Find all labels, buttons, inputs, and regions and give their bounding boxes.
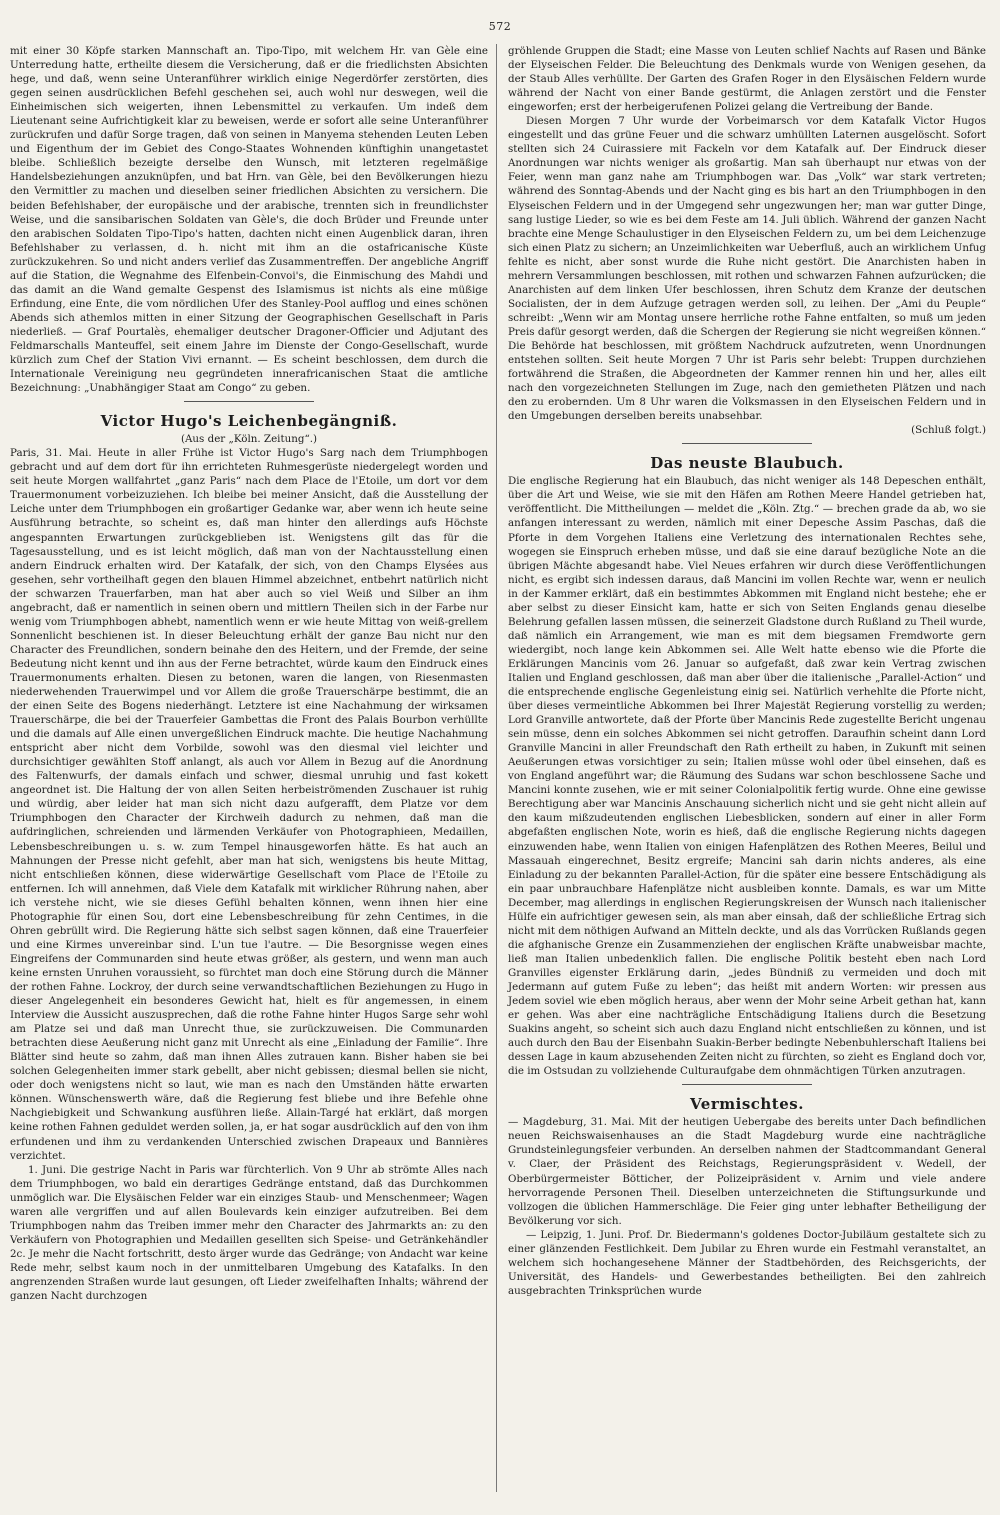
misc-heading: Vermischtes. [690, 1095, 804, 1114]
hugo-continuation-paragraph: Diesen Morgen 7 Uhr wurde der Vorbeimarsch vor dem Katafalk Victor Hugos eingestellt und das grüne Feuer und die schwarz umhüllten Laternen ausgelöscht. Sofort stellten sich 24 Cuirassiere mit Fackeln vor dem Katafalk auf. Der Eindruck dieser Anordnungen war nichts weniger als großartig. Man sah überhaupt nur etwas von der Feier, wenn man ganz nahe am Triumphbogen war. Das „Volk“ war stark vertreten; während des Sonntag-Abends und der Nacht ging es bis hart an den Triumphbogen in den Elyseischen Feldern und in der Umgegend sehr ungezwungen her; man war gutter Dinge, sang lustige Lieder, so wie es bei dem Feste am 14. Juli üblich. Während der ganzen Nacht brachte eine Menge Schaulustiger in den Elyseischen Feldern zu, um bei dem Leichenzuge sich einen Platz zu sichern; an Unzeimlichkeiten war Ueberfluß, auch an wirklichem Unfug fehlte es nicht, aber sonst wurde die Ruhe nicht gestört. Die Anarchisten haben in mehrern Versammlungen beschlossen, mit rothen und schwarzen Fahnen aufzurücken; die Anarchisten auf dem linken Ufer beschlossen, ihren Schutz dem Kranze der deutschen Socialisten, der in dem Aufzuge getragen werden soll, zu leihen. Der „Ami du Peuple“ schreibt: „Wenn wir am Montag unsere herrliche rothe Fahne entfalten, so muß um jeden Preis dafür gesorgt werden, daß die Schergen der Regierung sie nicht wegreißen können.“ Die Behörde hat beschlossen, mit größtem Nachdruck aufzutreten, wenn Unordnungen entstehen sollten. Seit heute Morgen 7 Uhr ist Paris sehr belebt: Truppen durchziehen fortwährend die Straßen, die Abgeordneten der Kammer rennen hin und her, alles eilt nach den vorgezeichneten Stellungen im Zuge, nach den gemietheten Plätzen und nach den zu erobernden. Um 8 Uhr waren die Volksmassen in den Elyseischen Feldern und in den Umgebungen derselben bereits unabsehbar. [508, 115, 986, 423]
congo-article-paragraph: mit einer 30 Köpfe starken Mannschaft an. Tipo-Tipo, mit welchem Hr. van Gèle eine Unterredung hatte, ertheilte diesem die Versicherung, daß er die friedlichsten Absichten hege, und daß, wenn seine Unteranführer wirklich einige Negerdörfer zerstörten, dies gegen seinen ausdrücklichen Befehl geschehen sei, auch wohl nur deswegen, weil die Einheimischen sich weigerten, ihnen Lebensmittel zu verkaufen. Um indeß dem Lieutenant seine Aufrichtigkeit klar zu beweisen, werde er sofort alle seine Unteranführer zurückrufen und dafür Sorge tragen, daß von seinen in Manyema stehenden Leuten Leben und Eigenthum der im Gebiet des Congo-Staates Wohnenden künftighin unangetastet bleibe. Schließlich bezeigte derselbe den Wunsch, mit letzteren regelmäßige Handelsbeziehungen anzuknüpfen, und bat Hrn. van Gèle, bei den Bevölkerungen hiezu den Vermittler zu machen und dieselben seiner friedlichen Absichten zu versichern. Die beiden Befehlshaber, der europäische und der arabische, trennten sich in freundlichster Weise, und die sansibarischen Soldaten van Gèle's, die doch Brüder und Freunde unter den arabischen Soldaten Tipo-Tipo's hatten, dachten nicht einen Augenblick daran, ihren Befehlshaber zu verlassen, d. h. nicht mit ihm an die ostafricanische Küste zurückzukehren. So und nicht anders verlief das Zusammentreffen. Der angebliche Angriff auf die Station, die Wegnahme des Elfenbein-Convoi's, die Einmischung des Mahdi und das damit an die Wand gemalte Gespenst des Islamismus ist nichts als eine müßige Erfindung, eine Ente, die vom nördlichen Ufer des Stanley-Pool aufflog und eines schönen Abends sich athemlos mitten in einer Sitzung der Geographischen Gesellschaft in Paris niederließ. — Graf Pourtalès, ehemaliger deutscher Dragoner-Officier und Adjutant des Feldmarschalls Manteuffel, seit einem Jahre im Dienste der Congo-Gesellschaft, wurde kürzlich zum Chef der Station Vivi ernannt. — Es scheint beschlossen, dem durch die Internationale Vereinigung neu gegründeten innerafricanischen Staat die amtliche Bezeichnung: „Unabhängiger Staat am Congo“ zu geben. [10, 45, 488, 395]
page-number: 572 [488, 20, 512, 33]
hugo-article-source: (Aus der „Köln. Zeitung“.) [180, 433, 318, 446]
hugo-article-paragraph: Paris, 31. Mai. Heute in aller Frühe ist Victor Hugo's Sarg nach dem Triumphbogen gebracht und auf dem dort für ihn errichteten Ruhmesgerüste niedergelegt worden und seit heute Morgen wallfahrtet „ganz Paris“ nach dem Place de l'Etoile, um dort vor dem Trauermonument vorbeizuziehen. Ich bleibe bei meiner Ansicht, daß die Ausstellung der Leiche unter dem Triumphbogen ein großartiger Gedanke war, aber wenn ich heute seine Ausführung betrachte, so scheint es, daß man hinter den allerdings aufs Höchste angespannten Erwartungen zurückgeblieben ist. Wenigstens gilt das für die Tagesausstellung, und es ist leicht möglich, daß man von der Nachtausstellung einen andern Eindruck erhalten wird. Der Katafalk, der sich, von den Champs Elysées aus gesehen, sehr vortheilhaft gegen den blauen Himmel abzeichnet, entbehrt natürlich nicht der schwarzen Trauerfarben, man hat aber auch so viel Weiß und Silber an ihm angebracht, daß er namentlich in seinen obern und mittlern Theilen sich in der Farbe nur wenig vom Triumphbogen abhebt, namentlich wenn er wie heute Mittag von weiß-grellem Sonnenlicht beschienen ist. In dieser Beleuchtung erhält der ganze Bau nicht nur den Character des Freundlichen, sondern beinahe den des Heitern, und der Fremde, der seine Bedeutung nicht kennt und ihn aus der Ferne betrachtet, würde kaum den Eindruck eines Trauermonuments erhalten. Diesen zu betonen, waren die langen, von Riesenmasten niederwehenden Trauerwimpel und vor Allem die große Trauerschärpe bestimmt, die an der einen Seite des Bogens niederhängt. Letztere ist eine Nachahmung der wirksamen Trauerschärpe, die bei der Trauerfeier Gambettas die Front des Palais Bourbon verhüllte und die damals auf Alle einen unvergeßlichen Eindruck machte. Die heutige Nachahmung entspricht aber nicht dem Vorbilde, sowohl was den diesmal viel leichter und durchsichtiger gewählten Stoff anlangt, als auch vor Allem in Bezug auf die Anordnung des Faltenwurfs, der damals einfach und schwer, diesmal unruhig und fast kokett angeordnet ist. Die Haltung der von allen Seiten herbeiströmenden Zuschauer ist ruhig und würdig, aber leider hat man sich nicht dazu aufgerafft, dem Platze vor dem Triumphbogen den Character der Kirchweih dadurch zu nehmen, daß man die aufdringlichen, schreienden und lärmenden Verkäufer von Photographieen, Medaillen, Lebensbeschreibungen u. s. w. zum Tempel hinausgeworfen hätte. Es hat auch an Mahnungen der Presse nicht gefehlt, aber man hat sich, wenigstens bis heute Mittag, nicht entschließen können, diese widerwärtige Gesellschaft vom Place de l'Etoile zu entfernen. Ich will annehmen, daß Viele dem Katafalk mit wirklicher Rührung nahen, aber ich verstehe nicht, wie sie dieses Gefühl behalten können, wenn ihnen hier eine Photographie für einen Sou, dort eine Lebensbeschreibung für zehn Centimes, in die Ohren gebrüllt wird. Die Regierung hätte sich selbst sagen können, daß eine Trauerfeier und eine Kirmes unvereinbar sind. L'un tue l'autre. — Die Besorgnisse wegen eines Eingreifens der Communarden sind heute etwas größer, als gestern, und wenn man auch keine ernsten Unruhen voraussieht, so fürchtet man doch eine Störung durch die Männer der rothen Fahne. Lockroy, der durch seine verwandtschaftlichen Beziehungen zu Hugo in dieser Angelegenheit ein besonderes Gewicht hat, hielt es für angemessen, in einem Interview die Aussicht auszusprechen, daß die rothe Fahne hinter Hugos Sarge sehr wohl am Platze sei und daß man Unrecht thue, sie zurückzuweisen. Die Communarden betrachten diese Aeußerung nicht ganz mit Unrecht als eine „Einladung der Familie“. Ihre Blätter sind heute so zahm, daß man ihnen Alles zutrauen kann. Bisher haben sie bei solchen Gelegenheiten immer stark gebellt, aber nicht gebissen; diesmal bellen sie nicht, oder doch wenigstens nicht so laut, wie man es nach den Umständen hätte erwarten können. Wünschenswerth wäre, daß die Regierung fest bliebe und ihre Befehle ohne Nachgiebigkeit und Schwankung ausführen ließe. Allain-Targé hat erklärt, daß morgen keine rothen Fahnen geduldet werden sollen, ja, er hat sogar ausdrücklich auf den von ihm erfundenen und ihm zu verdankenden Unterschied zwischen Drapeaux und Bannières verzichtet. [10, 447, 488, 1162]
continuation-note: (Schluß folgt.) [911, 424, 986, 437]
blaubuch-heading: Das neuste Blaubuch. [650, 454, 844, 473]
section-divider [682, 1084, 812, 1085]
misc-paragraph: — Magdeburg, 31. Mai. Mit der heutigen Uebergabe des bereits unter Dach befindlichen neuen Reichswaisenhauses an die Stadt Magdeburg wurde eine nachträgliche Grundsteinlegungsfeier verbunden. An derselben nahmen der Stadtcommandant General v. Claer, der Präsident des Reichstags, Regierungspräsident v. Wedell, der Oberbürgermeister Bötticher, der Polizeipräsident v. Arnim und viele andere hervorragende Personen Theil. Dieselben unterzeichneten die Stiftungsurkunde und vollzogen die üblichen Hammerschläge. Die Feier ging unter lebhafter Betheiligung der Bevölkerung vor sich. [508, 1116, 986, 1227]
section-divider [184, 401, 314, 402]
hugo-article-heading: Victor Hugo's Leichenbegängniß. [100, 412, 398, 431]
section-divider [682, 443, 812, 444]
left-column [10, 44, 488, 1303]
column-divider [496, 44, 497, 1492]
misc-paragraph: — Leipzig, 1. Juni. Prof. Dr. Biedermann's goldenes Doctor-Jubiläum gestaltete sich zu einer glänzenden Festlichkeit. Dem Jubilar zu Ehren wurde ein Festmahl veranstaltet, an welchem sich hochangesehene Männer der Stadtbehörden, des Reichsgerichts, der Universität, des Handels- und Gewerbestandes betheiligten. Bei den zahlreich ausgebrachten Trinksprüchen wurde [508, 1228, 986, 1297]
hugo-continuation-paragraph: gröhlende Gruppen die Stadt; eine Masse von Leuten schlief Nachts auf Rasen und Bänke der Elyseischen Felder. Die Beleuchtung des Denkmals wurde von Wenigen gesehen, da der Staub Alles verhüllte. Der Garten des Grafen Roger in den Elysäischen Feldern wurde während der Nacht von einer Bande gestürmt, die Anlagen zerstört und die Fenster eingeworfen; erst der herbeigerufenen Polizei gelang die Vertreibung der Bande. [508, 45, 986, 114]
hugo-article-paragraph: 1. Juni. Die gestrige Nacht in Paris war fürchterlich. Von 9 Uhr ab strömte Alles nach dem Triumphbogen, wo bald ein derartiges Gedränge entstand, daß das Durchkommen unmöglich war. Die Elysäischen Felder war ein einziges Staub- und Menschenmeer; Wagen waren alle vergriffen und auf allen Boulevards kein einziger aufzutreiben. Bei dem Triumphbogen nahm das Treiben immer mehr den Character des Jahrmarkts an: zu den Verkäufern von Photographien und Medaillen gesellten sich Speise- und Getränkehändler 2c. Je mehr die Nacht fortschritt, desto ärger wurde das Gedränge; von Andacht war keine Rede mehr, selbst kaum noch in der unmittelbaren Umgebung des Katafalks. In den angrenzenden Straßen wurde laut gesungen, oft Lieder zweifelhaften Inhalts; während der ganzen Nacht durchzogen [10, 1163, 488, 1303]
blaubuch-paragraph: Die englische Regierung hat ein Blaubuch, das nicht weniger als 148 Depeschen enthält, über die Art und Weise, wie sie mit den Häfen am Rothen Meere Handel getrieben hat, veröffentlicht. Die Mittheilungen — meldet die „Köln. Ztg.“ — brechen grade da ab, wo sie anfangen interessant zu werden, nämlich mit einer Depesche Assim Paschas, daß die Pforte in dem Vorgehen Italiens eine Verletzung des internationalen Rechtes sehe, wogegen sie Einspruch erheben müsse, und daß sie eine darauf bezügliche Note an die übrigen Mächte abgesandt habe. Viel Neues erfahren wir durch diese Veröffentlichungen nicht, es ergibt sich indessen daraus, daß Mancini im vollen Rechte war, wenn er neulich in der Kammer erklärt, daß ein bestimmtes Abkommen mit England nicht bestehe; ehe er aber selbst zu dieser Einsicht kam, hatte er sich von Seiten Englands genau dieselbe Belehrung gefallen lassen müssen, die seinerzeit Gladstone durch Rußland zu Theil wurde, daß nämlich ein Arrangement, wie man es mit dem biegsamen Fremdworte gern wiedergibt, noch lange kein Abkommen sei. Alle Welt hatte ebenso wie die Pforte die Erklärungen Mancinis vom 26. Januar so aufgefaßt, daß zwar kein Vertrag zwischen Italien und England geschlossen, daß man aber über die italienische „Parallel-Action“ und die entsprechende englische Gegenleistung einig sei. Natürlich verhehlte die Pforte nicht, über dieses vermeintliche Abkommen bei Ihrer Majestät Regierung vorstellig zu werden; Lord Granville antwortete, daß der Pforte über Mancinis Rede zugestellte Bericht ungenau sein müsse, denn ein solches Abkommen sei nicht getroffen. Daraufhin scheint dann Lord Granville Mancini in aller Freundschaft den Rath ertheilt zu haben, in Zukunft mit seinen Aeußerungen etwas vorsichtiger zu sein; Italien müsse wohl oder übel einsehen, daß es von England angeführt war; die Räumung des Sudans war schon beschlossene Sache und Mancini konnte zusehen, wie er mit seiner Colonialpolitik fertig wurde. Ohne eine gewisse Berechtigung aber war Mancinis Anschauung sicherlich nicht und sie geht nicht allein auf den kaum mißzudeutenden englischen Liebesblicken, sondern auf einer in aller Form abgefaßten englischen Note, worin es hieß, daß die englische Regierung nichts dagegen einzuwenden habe, wenn Italien von einigen Hafenplätzen des Rothen Meeres, Beilul und Massauah eingerechnet, Besitz ergreife; Mancini sah darin nichts anderes, als eine Einladung zu der bekannten Parallel-Action, für die später eine bessere Entschädigung als ein paar unbrauchbare Hafenplätze nicht ausbleiben konnte. Damals, es war um Mitte December, mag allerdings in englischen Regierungskreisen der Wunsch nach italienischer Hülfe ein aufrichtiger gewesen sein, als man aber einsah, daß der schließliche Ertrag sich nicht mit dem nöthigen Aufwand an Mitteln deckte, und als das Vorrücken Rußlands gegen die afghanische Grenze ein Zusammenziehen der englischen Kräfte unabweisbar machte, ließ man Italien unbedenklich fallen. Die englische Politik besteht eben nach Lord Granvilles eigenster Erklärung darin, „jedes Bündniß zu vermeiden und doch mit Jedermann auf gutem Fuße zu leben“; das heißt mit andern Worten: wir pressen aus Jedem soviel wie eben möglich heraus, aber wenn der Mohr seine Arbeit gethan hat, kann er gehen. Was aber eine nachträgliche Entschädigung Italiens durch die Besetzung Suakins angeht, so scheint sich auch dazu England nicht entschließen zu können, und ist auch durch den Bau der Eisenbahn Suakin-Berber bedingte Nebenbuhlerschaft Italiens bei dessen Lage in kaum abzusehenden Zeiten nicht zu fürchten, so zieht es England doch vor, die im Ostsudan zu vollziehende Culturaufgabe dem ohnmächtigen Türken anzutragen. [508, 475, 986, 1078]
right-column [508, 44, 986, 1298]
